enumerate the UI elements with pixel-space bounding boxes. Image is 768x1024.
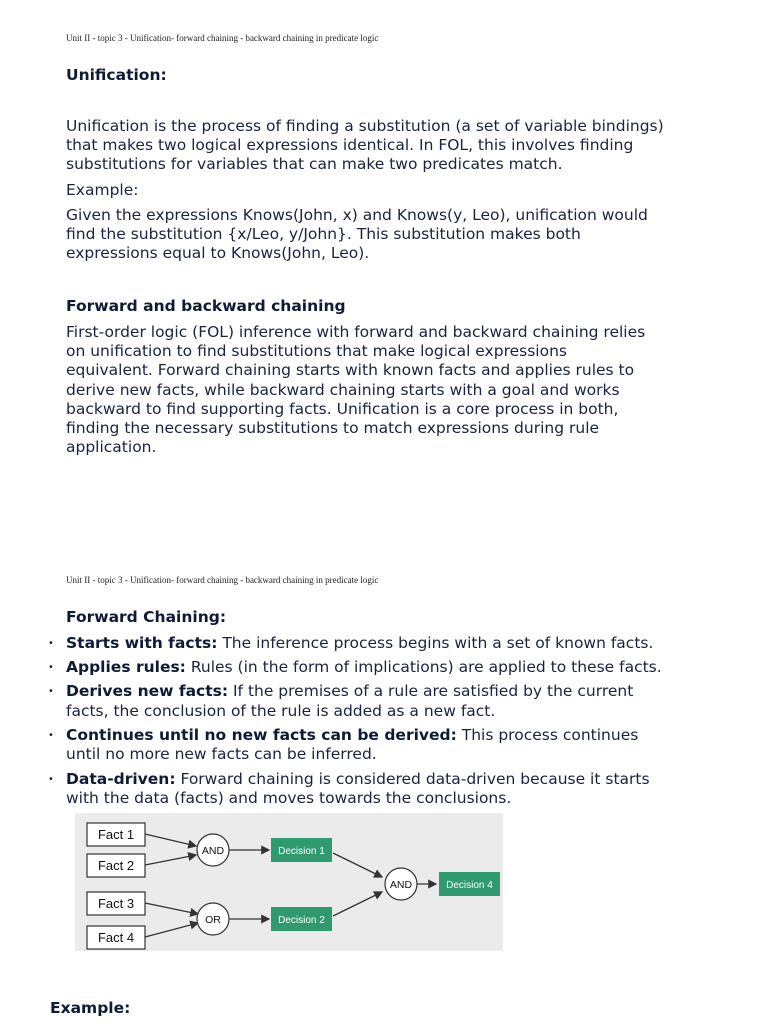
bullet-dot: • — [48, 730, 54, 742]
decision-label: Decision 4 — [446, 880, 493, 891]
example-line: Given the expressions Knows(John, x) and Knows(y, Leo), unification would — [66, 206, 648, 224]
unification-heading: Unification: — [66, 66, 167, 84]
list-item — [48, 682, 716, 721]
chaining-line: on unification to find substitutions that make logical expressions — [66, 342, 567, 361]
gate-label: AND — [201, 845, 225, 857]
and-gate — [197, 834, 229, 866]
fact-label: Fact 1 — [97, 827, 135, 842]
bullet-text: Forward chaining is considered data-driven because it starts — [175, 769, 650, 788]
gate-label: AND — [389, 879, 413, 891]
unification-example — [66, 206, 716, 264]
fact-box — [87, 892, 145, 915]
unification-intro — [66, 117, 716, 175]
bullet-text: This process continues — [456, 726, 639, 745]
example-line: expressions equal to Knows(John, Leo). — [66, 244, 370, 263]
page-header: Unit II - topic 3 - Unification- forward chaining - backward chaining in predicate logic — [66, 33, 379, 43]
bullet-dot: • — [48, 773, 54, 785]
chaining-line: equivalent. Forward chaining starts with known facts and applies rules to — [66, 361, 635, 380]
bullet-text: facts, the conclusion of the rule is added as a new fact. — [66, 701, 496, 720]
bullet-term: Continues until no new facts can be derived: — [66, 726, 457, 745]
diagram-svg — [75, 813, 503, 951]
decision-label: Decision 2 — [278, 915, 325, 926]
or-gate — [197, 903, 229, 935]
fact-box — [87, 926, 145, 949]
page-header: Unit II - topic 3 - Unification- forward chaining - backward chaining in predicate logic — [66, 575, 379, 585]
list-item — [48, 726, 716, 765]
bullet-term: Data-driven: — [66, 769, 176, 788]
list-item — [48, 634, 716, 653]
bullet-dot: • — [48, 662, 54, 674]
example-line: find the substitution {x/Leo, y/John}. This substitution makes both — [66, 225, 581, 244]
chaining-line: finding the necessary substitutions to match expressions during rule — [66, 419, 600, 438]
chaining-line: application. — [66, 438, 157, 457]
fact-label: Fact 2 — [97, 858, 135, 873]
and-gate — [385, 868, 417, 900]
intro-line: that makes two logical expressions identical. In FOL, this involves finding — [66, 136, 634, 155]
fact-box — [87, 854, 145, 877]
example-heading: Example: — [50, 999, 131, 1017]
bullet-text: until no more new facts can be inferred. — [66, 745, 377, 764]
fact-label: Fact 3 — [97, 896, 135, 911]
bullet-text: The inference process begins with a set of known facts. — [217, 634, 654, 652]
forward-chaining-diagram — [75, 813, 503, 951]
decision-label: Decision 1 — [278, 846, 325, 857]
chaining-line: derive new facts, while backward chaining starts with a goal and works — [66, 380, 620, 399]
bullet-term: Derives new facts: — [66, 682, 229, 701]
gate-label: OR — [205, 914, 221, 926]
forward-chaining-list — [48, 634, 716, 813]
chaining-paragraph — [66, 323, 716, 457]
bullet-text: If the premises of a rule are satisfied by the current — [228, 682, 634, 701]
intro-line: Unification is the process of finding a substitution (a set of variable bindings) — [66, 117, 664, 135]
decision-box — [271, 838, 332, 862]
fact-label: Fact 4 — [97, 930, 135, 945]
bullet-text: Rules (in the form of implications) are applied to these facts. — [185, 658, 662, 677]
bullet-text: with the data (facts) and moves towards the conclusions. — [66, 789, 512, 808]
example-label: Example: — [66, 181, 139, 199]
bullet-dot: • — [48, 638, 54, 649]
list-item — [48, 769, 716, 809]
bullet-term: Starts with facts: — [66, 634, 218, 652]
bullet-term: Applies rules: — [66, 658, 186, 677]
forward-chaining-heading: Forward Chaining: — [66, 608, 227, 626]
chaining-heading: Forward and backward chaining — [66, 297, 346, 315]
chaining-line: First-order logic (FOL) inference with forward and backward chaining relies — [66, 323, 646, 341]
decision-box — [439, 872, 500, 896]
chaining-line: backward to find supporting facts. Unification is a core process in both, — [66, 399, 619, 418]
intro-line: substitutions for variables that can make two predicates match. — [66, 155, 563, 174]
list-item — [48, 658, 716, 677]
bullet-dot: • — [48, 686, 54, 698]
decision-box — [271, 907, 332, 931]
fact-box — [87, 823, 145, 846]
